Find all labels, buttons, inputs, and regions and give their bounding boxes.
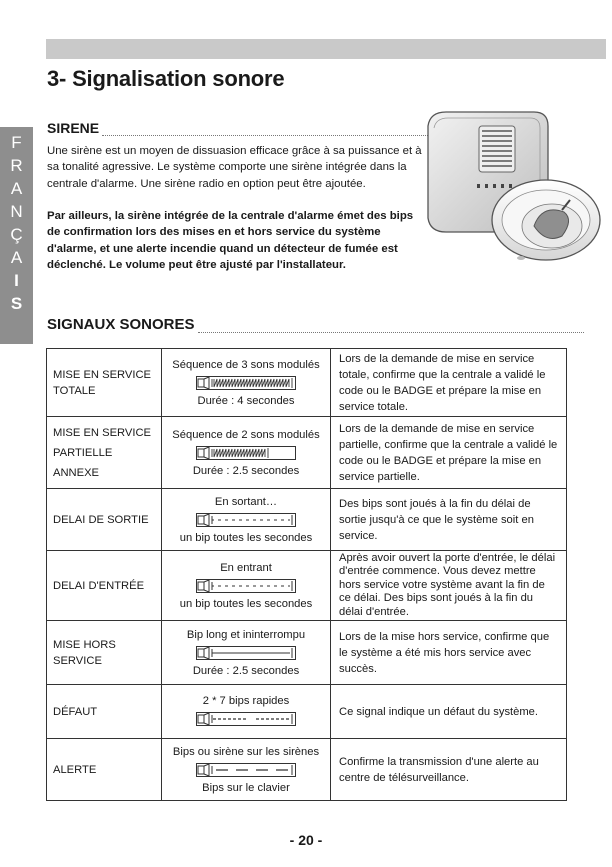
signal-pattern-cell [162,621,331,685]
pattern-top-text: Bip long et ininterrompu [186,628,306,641]
pattern-bottom-text: Durée : 2.5 secondes [192,464,300,477]
signal-label: MISE EN SERVICE TOTALE [47,349,162,417]
table-row [47,551,567,621]
signal-label: DELAI D'ENTRÉE [47,551,162,621]
pattern-top-text: Bips ou sirène sur les sirènes [172,745,320,758]
sirene-paragraph-1: Une sirène est un moyen de dissuasion efficace grâce à sa puissance et à sa tonalité agressive. Le système comporte une sirène intégrée dans la centrale d'alarme. Une sirène radio en option peut être ajoutée. [47,145,422,190]
pattern-bottom-text: Durée : 4 secondes [197,394,295,407]
speaker-waveform-icon [196,513,296,527]
label-line: ANNEXE [53,466,100,479]
signal-label: MISE HORS SERVICE [47,621,162,685]
side-letter: Ç [10,225,23,244]
label-line: PARTIELLE [53,446,113,459]
side-letter: A [10,179,23,198]
speaker-waveform-icon [196,579,296,593]
signals-table [46,348,567,801]
label-line: MISE EN SERVICE [53,426,152,439]
signal-description: Lors de la demande de mise en service partielle, confirme que la centrale a validé le code ou le BADGE et prépare la mise en service partielle. [331,417,567,489]
signal-label: DELAI DE SORTIE [47,489,162,551]
signal-description: Des bips sont joués à la fin du délai de sortie jusqu'à ce que le système soit en service. [331,489,567,551]
speaker-waveform-icon [196,446,296,460]
signal-pattern-cell [162,489,331,551]
signal-pattern-cell [162,739,331,801]
speaker-waveform-icon [196,376,296,390]
signal-label: ALERTE [47,739,162,801]
speaker-waveform-icon [196,763,296,777]
sirene-heading [47,120,432,136]
pattern-top-text: En entrant [220,561,272,574]
signal-label: DÉFAUT [47,685,162,739]
side-letter: I [14,271,19,290]
sirene-paragraph-2: Par ailleurs, la sirène intégrée de la centrale d'alarme émet des bips de confirmation lors des mises en et hors service du système d'alarme, et une alerte incendie quand un détecteur de fumée est déclenché. Le volume peut être ajusté par l'installateur. [47,210,414,271]
table-row [47,489,567,551]
signal-description: Confirme la transmission d'une alerte au centre de télésurveillance. [331,739,567,801]
speaker-waveform-icon [196,646,296,660]
table-row [47,621,567,685]
page-title: 3- Signalisation sonore [47,66,285,91]
pattern-bottom-text: Bips sur le clavier [202,781,290,794]
pattern-top-text: 2 * 7 bips rapides [202,694,290,707]
signal-description: Lors de la mise hors service, confirme que le système a été mis hors service avec succès. [331,621,567,685]
signal-description: Après avoir ouvert la porte d'entrée, le délai d'entrée commence. Vous devez mettre hors service votre système avant la fin de ce délai. Des bips sont joués à la fin du délai d'entrée. [331,551,567,621]
pattern-bottom-text: Durée : 2.5 secondes [192,664,300,677]
signal-description: Lors de la demande de mise en service totale, confirme que la centrale a validé le code ou le BADGE et prépare la mise en service totale. [331,349,567,417]
signal-pattern-cell [162,685,331,739]
speaker-waveform-icon [196,712,296,726]
dotted-leader [102,124,432,136]
signal-pattern-cell [162,417,331,489]
page-number: - 20 - [289,832,323,848]
pattern-top-text: Séquence de 2 sons modulés [172,428,320,441]
table-row [47,417,567,489]
table-row [47,739,567,801]
pattern-top-text: Séquence de 3 sons modulés [172,358,320,371]
side-letter: N [10,202,23,221]
signaux-heading-text: SIGNAUX SONORES [47,316,195,333]
table-row [47,685,567,739]
signal-label [47,417,162,489]
language-side-letters [0,131,33,315]
pattern-top-text: En sortant… [214,495,278,508]
dotted-leader [198,321,584,333]
side-letter: F [11,133,22,152]
signal-pattern-cell [162,349,331,417]
side-letter: S [10,294,23,313]
table-row [47,349,567,417]
signaux-heading [47,316,584,333]
pattern-bottom-text: un bip toutes les secondes [179,597,313,610]
side-letter: A [10,248,23,267]
signal-pattern-cell [162,551,331,621]
pattern-bottom-text: un bip toutes les secondes [179,531,313,544]
signal-description: Ce signal indique un défaut du système. [331,685,567,739]
side-letter: R [10,156,23,175]
header-bar [46,39,606,59]
sirene-heading-text: SIRENE [47,120,100,136]
siren-illustration [424,108,604,268]
